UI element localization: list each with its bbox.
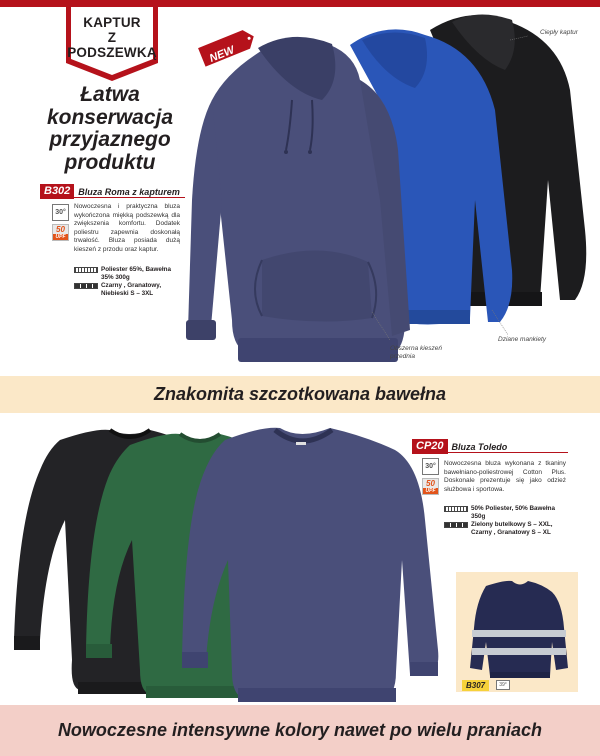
upf-value: 50 (426, 479, 435, 488)
fabric-icon (444, 506, 468, 512)
new-tag-label: NEW (207, 44, 237, 65)
product-description: Nowoczesna i praktyczna bluza wykończona miękką podszewką dla zwiększenia komfortu. Dodatek poliestru zapewnia doskonałą trwałość. Bluza posiada dużą kieszeń z przodu oraz kaptur. (74, 203, 180, 253)
fabric-text: Poliester 65%, Bawełna 35% 300g (101, 266, 171, 281)
product-title: Bluza Roma z kapturem (78, 186, 180, 197)
product-code: CP20 (412, 439, 448, 454)
headline-line: Łatwa (80, 83, 140, 106)
b307-wash-icon: 39° (496, 680, 510, 690)
upf-label: UPF (53, 234, 68, 240)
hood-callout: Ciepły kaptur (540, 29, 578, 36)
badge-line-2: Z PODSZEWKĄ (67, 30, 157, 60)
product-description: Nowoczesna bluza wykonana z tkaniny bawełniano-poliestrowej Cotton Plus. Doskonale prezentuje się jako odzież służbowa i sportowa. (444, 460, 566, 493)
wash-temperature-icon: 30° (52, 204, 69, 221)
fabric-spec (444, 505, 568, 521)
upf-label: UPF (423, 488, 438, 494)
headline-line: przyjaznego (49, 128, 171, 151)
colors-text: Zielony butelkowy S – XXL, Czarny , Granatowy S – XL (471, 521, 553, 536)
colors-spec (444, 521, 568, 537)
upf-value: 50 (56, 225, 65, 234)
product-rule (412, 452, 568, 453)
headline-line: konserwacja (46, 105, 174, 129)
wash-temperature-icon: 30° (422, 458, 439, 475)
fabric-text: 50% Poliester, 50% Bawełna 350g (471, 505, 556, 520)
product-title: Bluza Toledo (451, 441, 508, 452)
cuffs-callout: Dziane mankiety (498, 336, 547, 343)
b307-thumbnail (456, 572, 578, 692)
colors-text: Czarny , Granatowy, Niebieski S – 3XL (101, 282, 162, 297)
colors-icon (444, 522, 468, 528)
upf-icon (422, 478, 439, 495)
intense-colors-banner: Nowoczesne intensywne kolory nawet po wielu praniach (0, 705, 600, 756)
headline-line: produktu (64, 150, 156, 174)
b307-code: B307 (462, 680, 489, 691)
badge-line-1: KAPTUR (83, 15, 141, 30)
product-code: B302 (40, 184, 74, 199)
pocket-callout: Obszerna kieszeń przednia (390, 345, 443, 360)
brushed-cotton-banner: Znakomita szczotkowana bawełna (0, 376, 600, 413)
b307-sweatshirt-image (456, 572, 578, 692)
